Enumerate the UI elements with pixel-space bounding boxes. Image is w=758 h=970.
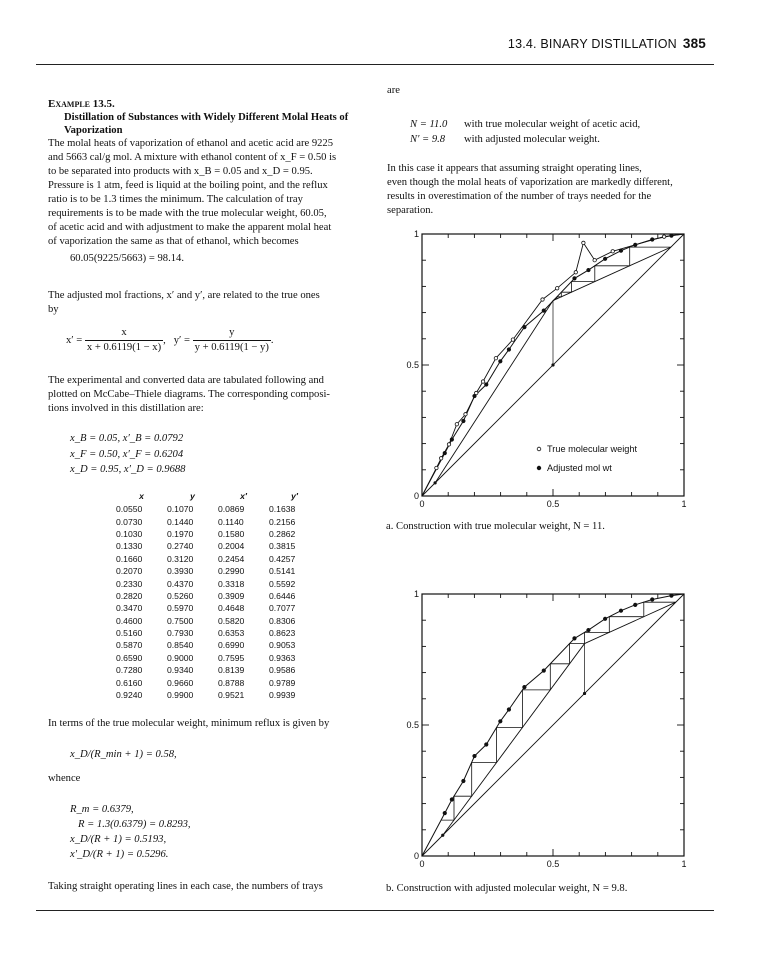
data-point bbox=[611, 250, 614, 253]
data-point bbox=[587, 268, 590, 271]
x-tick-label: 0 bbox=[419, 499, 425, 509]
table-cell: 0.3909 bbox=[218, 590, 245, 601]
table-cell: 0.9340 bbox=[167, 665, 194, 676]
feed-point bbox=[583, 692, 586, 695]
table-row bbox=[116, 639, 320, 651]
table-cell: 0.9000 bbox=[167, 652, 194, 663]
fraction-denominator: x + 0.6119(1 − x) bbox=[86, 342, 162, 353]
table-cell: 0.2454 bbox=[218, 553, 245, 564]
equation-min-reflux: x_D/(R_min + 1) = 0.58, bbox=[70, 749, 177, 760]
x-tick-label: 0.5 bbox=[546, 859, 560, 869]
table-cell: 0.1970 bbox=[167, 528, 194, 539]
intro-line: requirements is to be made with the true molecular weight, 60.05, bbox=[48, 208, 327, 219]
fraction-numerator: x bbox=[85, 326, 163, 341]
adjusted-line: The adjusted mol fractions, x′ and y′, are related to the true ones bbox=[48, 290, 320, 301]
column-header: x′ bbox=[240, 491, 247, 501]
data-point bbox=[670, 234, 673, 237]
table-row bbox=[116, 652, 320, 664]
table-cell: 0.9521 bbox=[218, 690, 245, 701]
table-cell: 0.8540 bbox=[167, 640, 194, 651]
data-point bbox=[473, 394, 476, 397]
table-row bbox=[116, 664, 320, 676]
table-cell: 0.2740 bbox=[167, 541, 194, 552]
table-row bbox=[116, 503, 320, 515]
table-cell: 0.3318 bbox=[218, 578, 245, 589]
x-tick-label: 1 bbox=[681, 859, 687, 869]
result-line: x′_D/(R + 1) = 0.5296. bbox=[70, 849, 169, 860]
data-point bbox=[542, 309, 545, 312]
data-point bbox=[450, 438, 453, 441]
bottoms-point bbox=[441, 834, 444, 837]
mccabe-thiele-chart-b bbox=[398, 584, 698, 874]
y-tick-label: 0.5 bbox=[406, 360, 419, 370]
data-point bbox=[439, 457, 442, 460]
composition-line: x_B = 0.05, x′_B = 0.0792 bbox=[70, 433, 184, 444]
stage-count-line bbox=[410, 132, 640, 147]
y-tick-label: 1 bbox=[413, 229, 419, 239]
running-header bbox=[508, 36, 706, 51]
stage-count-line bbox=[410, 117, 640, 132]
intro-line: to be separated into products with x_B = 0.05 and x_D = 0.95. bbox=[48, 166, 313, 177]
table-row bbox=[116, 602, 320, 614]
composition-line: x_D = 0.95, x′_D = 0.9688 bbox=[70, 464, 186, 475]
fraction-numerator: y bbox=[193, 326, 271, 341]
section-title: 13.4. BINARY DISTILLATION bbox=[507, 37, 677, 51]
table-row bbox=[116, 515, 320, 527]
table-cell: 0.5970 bbox=[167, 603, 194, 614]
y-tick-label: 0 bbox=[413, 491, 419, 501]
right-paragraph-line: even though the molal heats of vaporization are markedly different, bbox=[387, 177, 673, 188]
data-point bbox=[485, 383, 488, 386]
data-point bbox=[507, 348, 510, 351]
equation-molecular-weight: 60.05(9225/5663) = 98.14. bbox=[70, 253, 184, 264]
table-cell: 0.2070 bbox=[116, 566, 143, 577]
stage-steps bbox=[441, 602, 676, 820]
table-cell: 0.8788 bbox=[218, 677, 245, 688]
data-point bbox=[634, 243, 637, 246]
data-point bbox=[462, 779, 465, 782]
table-cell: 0.5160 bbox=[116, 628, 143, 639]
min-reflux-text: In terms of the true molecular weight, minimum reflux is given by bbox=[48, 718, 330, 729]
data-point bbox=[481, 380, 484, 383]
intro-line: Pressure is 1 atm, feed is liquid at the boiling point, and the reflux bbox=[48, 180, 328, 191]
table-cell: 0.5260 bbox=[167, 590, 194, 601]
data-point bbox=[670, 594, 673, 597]
data-point bbox=[603, 617, 606, 620]
column-header: y bbox=[190, 491, 195, 501]
bottom-text: Taking straight operating lines in each case, the numbers of trays bbox=[48, 881, 323, 892]
right-paragraph-line: results in overestimation of the number of trays needed for the bbox=[387, 191, 652, 202]
intro-line: ratio is to be 1.3 times the minimum. The calculation of tray bbox=[48, 194, 303, 205]
table-row bbox=[116, 565, 320, 577]
table-row bbox=[116, 540, 320, 552]
stripping-line bbox=[443, 644, 585, 836]
table-cell: 0.9660 bbox=[167, 677, 194, 688]
table-cell: 0.6446 bbox=[269, 590, 296, 601]
stage-counts bbox=[410, 117, 640, 147]
result-line: R_m = 0.6379, bbox=[70, 804, 134, 815]
table-row bbox=[116, 590, 320, 602]
legend-marker bbox=[537, 447, 541, 451]
table-cell: 0.9363 bbox=[269, 652, 296, 663]
data-paragraph bbox=[48, 374, 368, 416]
data-point bbox=[619, 249, 622, 252]
table-cell: 0.9789 bbox=[269, 677, 296, 688]
data-point bbox=[447, 443, 450, 446]
data-point bbox=[499, 360, 502, 363]
data-point bbox=[651, 598, 654, 601]
data-point bbox=[634, 603, 637, 606]
data-point bbox=[603, 257, 606, 260]
data-point bbox=[523, 685, 526, 688]
right-paragraph-line: separation. bbox=[387, 205, 434, 216]
table-cell: 0.7595 bbox=[218, 652, 245, 663]
table-cell: 0.1330 bbox=[116, 541, 143, 552]
legend-label: True molecular weight bbox=[547, 444, 638, 454]
composition-line: x_F = 0.50, x′_F = 0.6204 bbox=[70, 448, 184, 460]
table-header-row bbox=[116, 489, 320, 503]
data-point bbox=[464, 413, 467, 416]
data-point bbox=[542, 669, 545, 672]
adjusted-paragraph bbox=[48, 289, 368, 317]
table-cell: 0.4648 bbox=[218, 603, 245, 614]
x-tick-label: 1 bbox=[681, 499, 687, 509]
data-point bbox=[582, 241, 585, 244]
result-line: x_D/(R + 1) = 0.5193, bbox=[70, 834, 167, 845]
table-row bbox=[116, 553, 320, 565]
legend-label: Adjusted mol wt bbox=[547, 463, 612, 473]
table-row bbox=[116, 676, 320, 688]
stage-count-lhs: N = 11.0 bbox=[410, 119, 448, 130]
example-intro bbox=[48, 137, 368, 249]
intro-line: of vaporization the same as that of ethanol, which becomes bbox=[48, 236, 299, 247]
eq-end: . bbox=[270, 334, 274, 346]
eq-yprime-lhs: y′ = bbox=[173, 334, 190, 346]
intro-line: The molal heats of vaporization of ethanol and acetic acid are 9225 bbox=[48, 138, 334, 149]
table-cell: 0.6353 bbox=[218, 628, 245, 639]
table-row bbox=[116, 528, 320, 540]
data-point bbox=[573, 637, 576, 640]
data-point bbox=[435, 466, 438, 469]
page-number: 385 bbox=[682, 36, 706, 51]
table-cell: 0.2004 bbox=[218, 541, 245, 552]
table-cell: 0.7930 bbox=[167, 628, 194, 639]
column-header: x bbox=[139, 491, 144, 501]
eq-separator: , bbox=[163, 334, 166, 346]
table-cell: 0.9939 bbox=[269, 690, 296, 701]
table-cell: 0.5592 bbox=[269, 578, 296, 589]
table-cell: 0.3120 bbox=[167, 553, 194, 564]
data-point bbox=[619, 609, 622, 612]
table-cell: 0.7077 bbox=[269, 603, 296, 614]
intro-line: and 5663 cal/g mol. A mixture with ethanol content of x_F = 0.50 is bbox=[48, 152, 337, 163]
y-tick-label: 1 bbox=[413, 589, 419, 599]
table-cell: 0.4370 bbox=[167, 578, 194, 589]
data-point bbox=[443, 451, 446, 454]
feed-point bbox=[551, 363, 554, 366]
table-cell: 0.0869 bbox=[218, 504, 245, 515]
data-point bbox=[485, 743, 488, 746]
example-label: Example 13.5. bbox=[48, 98, 115, 110]
stage-count-desc: with true molecular weight of acetic acid, bbox=[464, 119, 641, 130]
table-cell: 0.5870 bbox=[116, 640, 143, 651]
are-text: are bbox=[387, 85, 400, 96]
bottoms-point bbox=[434, 481, 437, 484]
data-point bbox=[523, 325, 526, 328]
adjusted-line: by bbox=[48, 304, 59, 315]
table-body bbox=[116, 503, 320, 701]
example-title: Distillation of Substances with Widely Different Molal Heats of Vaporization bbox=[64, 112, 349, 136]
table-cell: 0.3930 bbox=[167, 566, 194, 577]
data-point bbox=[473, 754, 476, 757]
right-paragraph-line: In this case it appears that assuming straight operating lines, bbox=[387, 163, 642, 174]
data-point bbox=[507, 708, 510, 711]
eq-xprime-lhs: x′ = bbox=[66, 334, 83, 346]
table-cell: 0.4600 bbox=[116, 615, 143, 626]
table-cell: 0.5820 bbox=[218, 615, 245, 626]
table-cell: 0.8623 bbox=[269, 628, 296, 639]
table-cell: 0.5141 bbox=[269, 566, 296, 577]
data-point bbox=[443, 811, 446, 814]
data-line: The experimental and converted data are tabulated following and bbox=[48, 375, 324, 386]
caption-b: b. Construction with adjusted molecular weight, N = 9.8. bbox=[386, 883, 628, 894]
table-cell: 0.6590 bbox=[116, 652, 143, 663]
whence-text: whence bbox=[48, 773, 81, 784]
column-header: y′ bbox=[291, 491, 298, 501]
table-cell: 0.2862 bbox=[269, 528, 296, 539]
table-cell: 0.2330 bbox=[116, 578, 143, 589]
fraction-xprime bbox=[85, 326, 163, 355]
data-point bbox=[494, 356, 497, 359]
data-point bbox=[555, 287, 558, 290]
table-cell: 0.9900 bbox=[167, 690, 194, 701]
fraction-yprime bbox=[193, 326, 271, 355]
data-point bbox=[573, 277, 576, 280]
table-cell: 0.3470 bbox=[116, 603, 143, 614]
data-point bbox=[651, 238, 654, 241]
data-point bbox=[450, 798, 453, 801]
table-cell: 0.0730 bbox=[116, 516, 143, 527]
stage-count-lhs: N′ = 9.8 bbox=[410, 134, 446, 145]
table-cell: 0.9586 bbox=[269, 665, 296, 676]
caption-a: a. Construction with true molecular weight, N = 11. bbox=[386, 521, 605, 532]
intro-line: of acetic acid and with adjustment to make the apparent molal heat bbox=[48, 222, 332, 233]
fraction-denominator: y + 0.6119(1 − y) bbox=[194, 342, 269, 353]
legend-marker bbox=[537, 466, 541, 470]
table-cell: 0.2820 bbox=[116, 590, 143, 601]
table-cell: 0.6160 bbox=[116, 677, 143, 688]
table-cell: 0.1140 bbox=[218, 516, 244, 527]
y-tick-label: 0.5 bbox=[406, 720, 419, 730]
table-row bbox=[116, 627, 320, 639]
table-cell: 0.0550 bbox=[116, 504, 143, 515]
table-cell: 0.8306 bbox=[269, 615, 296, 626]
compositions bbox=[70, 431, 185, 478]
table-cell: 0.9240 bbox=[116, 690, 143, 701]
result-line: R = 1.3(0.6379) = 0.8293, bbox=[78, 819, 191, 830]
table-cell: 0.3815 bbox=[269, 541, 296, 552]
top-rule bbox=[36, 64, 714, 65]
data-point bbox=[541, 298, 544, 301]
x-tick-label: 0 bbox=[419, 859, 425, 869]
right-paragraph bbox=[387, 162, 707, 218]
y-tick-label: 0 bbox=[413, 851, 419, 861]
mccabe-thiele-chart-a bbox=[398, 224, 698, 514]
data-line: tions involved in this distillation are: bbox=[48, 403, 204, 414]
table-cell: 0.7500 bbox=[167, 615, 194, 626]
table-cell: 0.1638 bbox=[269, 504, 296, 515]
data-point bbox=[587, 628, 590, 631]
data-point bbox=[593, 259, 596, 262]
data-point bbox=[511, 338, 514, 341]
table-cell: 0.1660 bbox=[116, 553, 143, 564]
table-cell: 0.1030 bbox=[116, 528, 143, 539]
data-point bbox=[455, 423, 458, 426]
example-block bbox=[48, 97, 368, 249]
table-cell: 0.8139 bbox=[218, 665, 245, 676]
table-row bbox=[116, 615, 320, 627]
table-cell: 0.1440 bbox=[167, 516, 194, 527]
data-point bbox=[499, 720, 502, 723]
diagonal-line bbox=[422, 594, 684, 856]
data-point bbox=[574, 271, 577, 274]
equation-adjusted-fractions bbox=[66, 326, 274, 355]
data-point bbox=[462, 419, 465, 422]
x-tick-label: 0.5 bbox=[546, 499, 560, 509]
stripping-line bbox=[435, 301, 553, 483]
table-row bbox=[116, 577, 320, 589]
data-point bbox=[662, 235, 665, 238]
bottom-rule bbox=[36, 910, 714, 911]
table-cell: 0.6990 bbox=[218, 640, 245, 651]
stage-count-desc: with adjusted molecular weight. bbox=[464, 134, 600, 145]
table-row bbox=[116, 689, 320, 701]
table-cell: 0.2990 bbox=[218, 566, 245, 577]
data-table bbox=[116, 489, 320, 701]
table-cell: 0.4257 bbox=[269, 553, 296, 564]
table-cell: 0.9053 bbox=[269, 640, 296, 651]
table-cell: 0.1070 bbox=[167, 504, 194, 515]
data-line: plotted on McCabe–Thiele diagrams. The corresponding composi- bbox=[48, 389, 330, 400]
table-cell: 0.2156 bbox=[269, 516, 296, 527]
table-cell: 0.7280 bbox=[116, 665, 143, 676]
table-cell: 0.1580 bbox=[218, 528, 245, 539]
results bbox=[70, 802, 191, 862]
